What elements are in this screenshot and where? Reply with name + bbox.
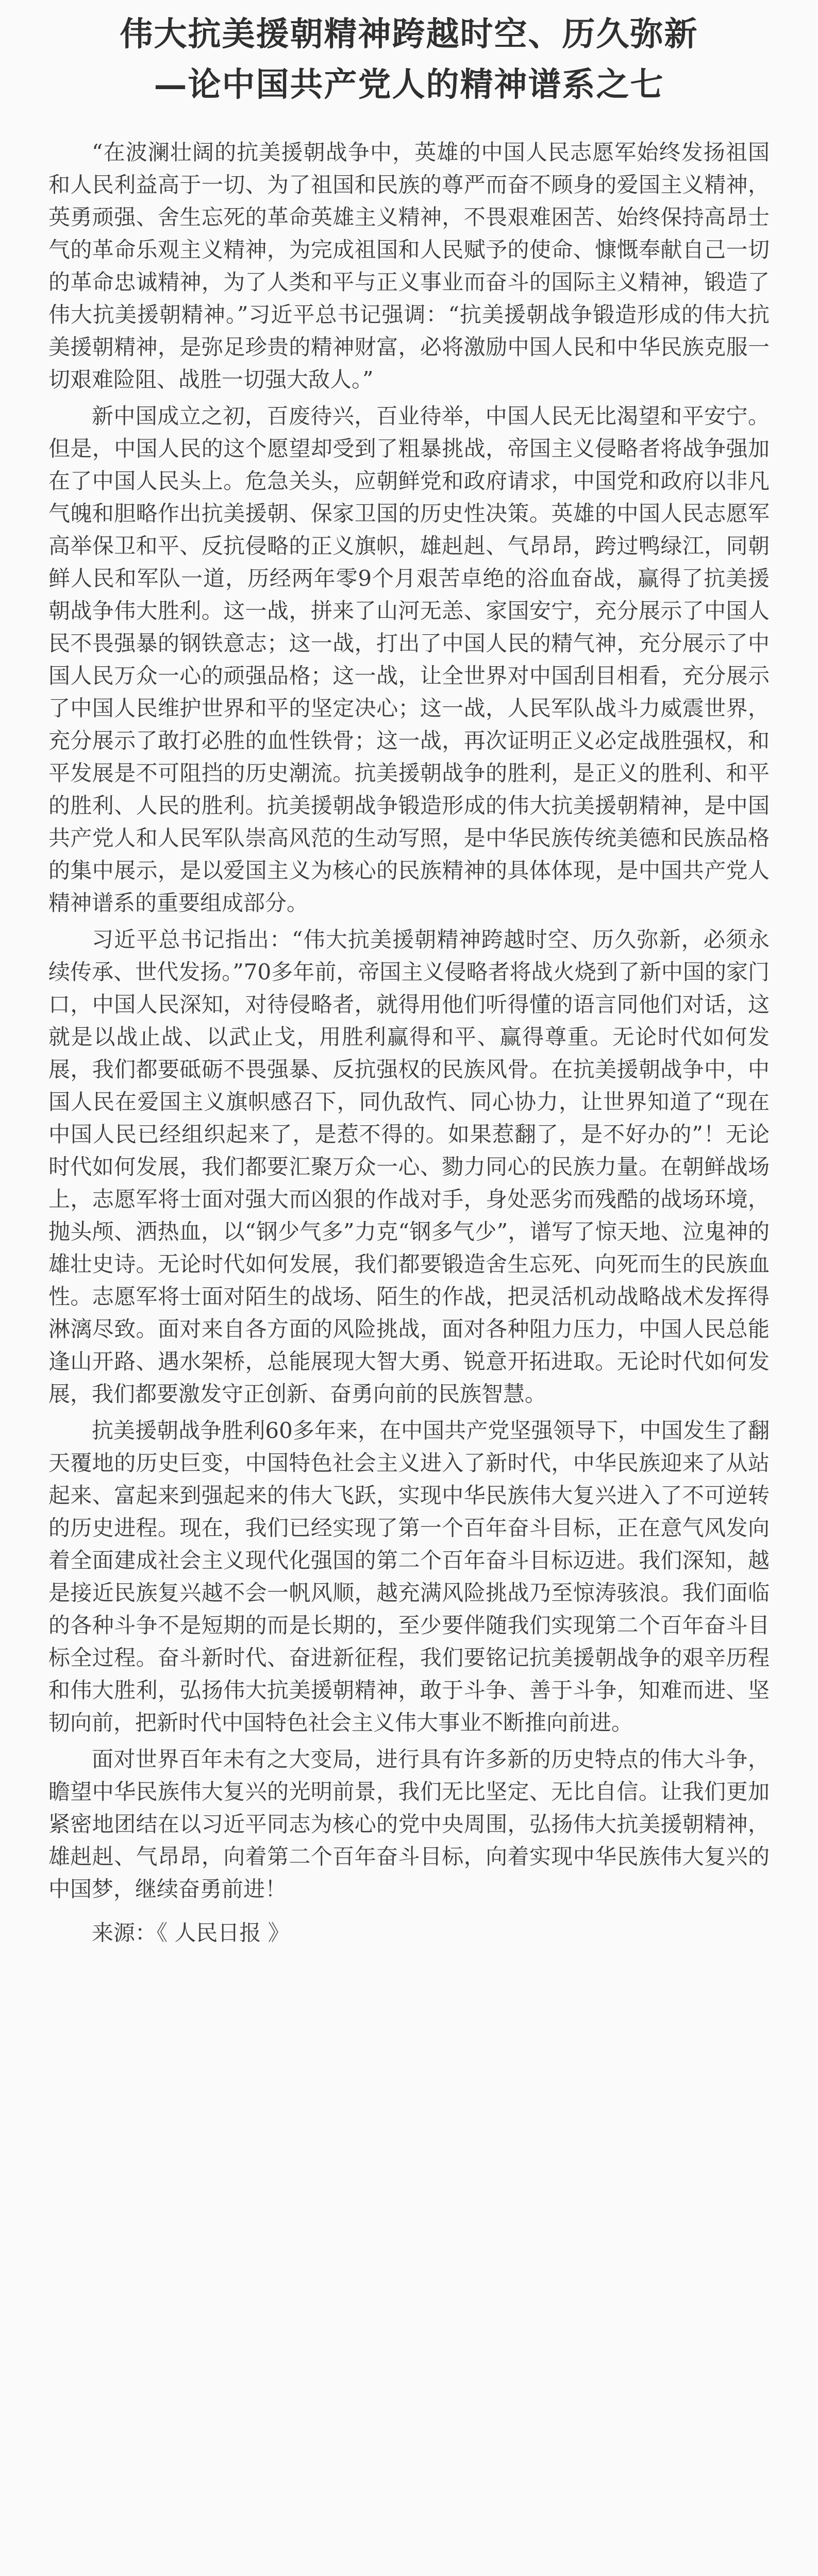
article-body — [48, 136, 770, 1949]
article-source: 来源：《 人民日报 》 — [92, 1920, 290, 1945]
article-paragraph: 面对世界百年未有之大变局，进行具有许多新的历史特点的伟大斗争，瞻望中华民族伟大复兴的光明前景，我们无比坚定、无比自信。让我们更加紧密地团结在以习近平同志为核心的党中央周围，弘扬伟大抗美援朝精神，雄赳赳、气昂昂，向着第二个百年奋斗目标，向着实现中华民族伟大复兴的中国梦，继续奋勇前进！ — [48, 1747, 770, 1902]
article-paragraph: 习近平总书记指出：“伟大抗美援朝精神跨越时空、历久弥新，必须永续传承、世代发扬。”70多年前，帝国主义侵略者将战火烧到了新中国的家门口，中国人民深知，对待侵略者，就得用他们听得懂的语言同他们对话，这就是以战止战、以武止戈，用胜利赢得和平、赢得尊重。无论时代如何发展，我们都要砥砺不畏强暴、反抗强权的民族风骨。在抗美援朝战争中，中国人民在爱国主义旗帜感召下，同仇敌忾、同心协力，让世界知道了“现在中国人民已经组织起来了，是惹不得的。如果惹翻了，是不好办的”！无论时代如何发展，我们都要汇聚万众一心、勠力同心的民族力量。在朝鲜战场上，志愿军将士面对强大而凶狠的作战对手，身处恶劣而残酷的战场环境，抛头颅、洒热血，以“钢少气多”力克“钢多气少”，谱写了惊天地、泣鬼神的雄壮史诗。无论时代如何发展，我们都要锻造舍生忘死、向死而生的民族血性。志愿军将士面对陌生的战场、陌生的作战，把灵活机动战略战术发挥得淋漓尽致。面对来自各方面的风险挑战，面对各种阻力压力，中国人民总能逢山开路、遇水架桥，总能展现大智大勇、锐意开拓进取。无论时代如何发展，我们都要激发守正创新、奋勇向前的民族智慧。 — [48, 927, 770, 1406]
article-paragraph: “在波澜壮阔的抗美援朝战争中，英雄的中国人民志愿军始终发扬祖国和人民利益高于一切、为了祖国和民族的尊严而奋不顾身的爱国主义精神，英勇顽强、舍生忘死的革命英雄主义精神，不畏艰难困苦、始终保持高昂士气的革命乐观主义精神，为完成祖国和人民赋予的使命、慷慨奉献自己一切的革命忠诚精神，为了人类和平与正义事业而奋斗的国际主义精神，锻造了伟大抗美援朝精神。”习近平总书记强调：“抗美援朝战争锻造形成的伟大抗美援朝精神，是弥足珍贵的精神财富，必将激励中国人民和中华民族克服一切艰难险阻、战胜一切强大敌人。” — [48, 140, 770, 392]
article-paragraph: 抗美援朝战争胜利60多年来，在中国共产党坚强领导下，中国发生了翻天覆地的历史巨变，中国特色社会主义进入了新时代，中华民族迎来了从站起来、富起来到强起来的伟大飞跃，实现中华民族伟大复兴进入了不可逆转的历史进程。现在，我们已经实现了第一个百年奋斗目标，正在意气风发向着全面建成社会主义现代化强国的第二个百年奋斗目标迈进。我们深知，越是接近民族复兴越不会一帆风顺，越充满风险挑战乃至惊涛骇浪。我们面临的各种斗争不是短期的而是长期的，至少要伴随我们实现第二个百年奋斗目标全过程。奋斗新时代、奋进新征程，我们要铭记抗美援朝战争的艰辛历程和伟大胜利，弘扬伟大抗美援朝精神，敢于斗争、善于斗争，知难而进、坚韧向前，把新时代中国特色社会主义伟大事业不断推向前进。 — [48, 1418, 770, 1735]
article-title: 伟大抗美援朝精神跨越时空、历久弥新 — [120, 15, 698, 54]
article-subtitle: —论中国共产党人的精神谱系之七 — [154, 65, 664, 104]
title-block — [48, 0, 770, 110]
article-paragraph: 新中国成立之初，百废待兴，百业待举，中国人民无比渴望和平安宁。但是，中国人民的这个愿望却受到了粗暴挑战，帝国主义侵略者将战争强加在了中国人民头上。危急关头，应朝鲜党和政府请求，中国党和政府以非凡气魄和胆略作出抗美援朝、保家卫国的历史性决策。英雄的中国人民志愿军高举保卫和平、反抗侵略的正义旗帜，雄赳赳、气昂昂，跨过鸭绿江，同朝鲜人民和军队一道，历经两年零9个月艰苦卓绝的浴血奋战，赢得了抗美援朝战争伟大胜利。这一战，拼来了山河无恙、家国安宁，充分展示了中国人民不畏强暴的钢铁意志；这一战，打出了中国人民的精气神，充分展示了中国人民万众一心的顽强品格；这一战，让全世界对中国刮目相看，充分展示了中国人民维护世界和平的坚定决心；这一战，人民军队战斗力威震世界，充分展示了敢打必胜的血性铁骨；这一战，再次证明正义必定战胜强权，和平发展是不可阻挡的历史潮流。抗美援朝战争的胜利，是正义的胜利、和平的胜利、人民的胜利。抗美援朝战争锻造形成的伟大抗美援朝精神，是中国共产党人和人民军队崇高风范的生动写照，是中华民族传统美德和民族品格的集中展示，是以爱国主义为核心的民族精神的具体体现，是中国共产党人精神谱系的重要组成部分。 — [48, 403, 770, 916]
